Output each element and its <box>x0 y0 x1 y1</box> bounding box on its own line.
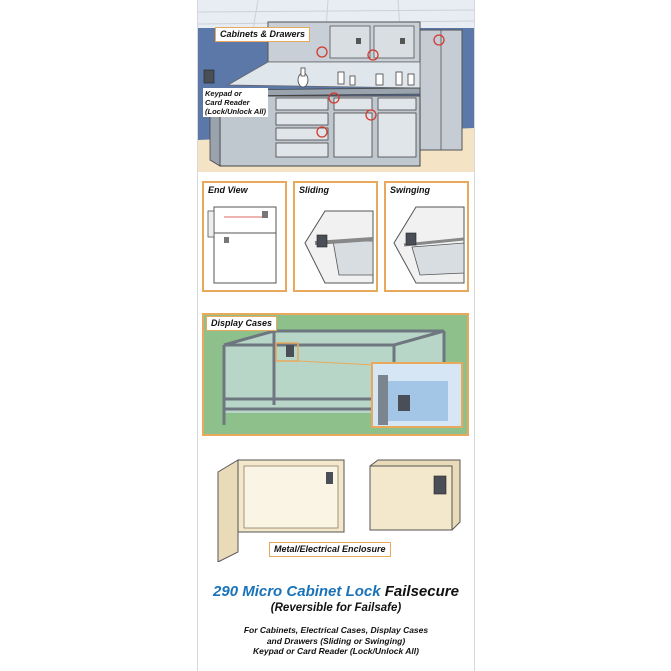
sliding-view-box <box>293 181 378 292</box>
cabinets-drawers-label: Cabinets & Drawers <box>215 27 310 42</box>
product-sheet <box>197 0 475 671</box>
end-view-box <box>202 181 287 292</box>
swinging-label: Swinging <box>390 185 430 195</box>
product-subtitle: (Reversible for Failsafe) <box>270 602 402 614</box>
product-name: Micro Cabinet Lock <box>242 583 381 600</box>
product-description: For Cabinets, Electrical Cases, Display Cases and Drawers (Sliding or Swinging) Keypad or Card Reader (Lock/Unlock All) <box>243 625 429 656</box>
product-number: 290 <box>213 583 239 600</box>
keypad-label: Keypad or Card Reader (Lock/Unlock All) <box>205 89 266 116</box>
cabinet-scene <box>198 0 474 172</box>
swinging-view-box <box>384 181 469 292</box>
product-title <box>198 583 474 600</box>
enclosure-label: Metal/Electrical Enclosure <box>269 542 391 557</box>
product-mode: Failsecure <box>384 583 459 600</box>
sliding-label: Sliding <box>299 185 329 195</box>
display-cases-label: Display Cases <box>206 316 277 331</box>
end-view-label: End View <box>208 185 248 195</box>
display-cases-box <box>202 313 469 436</box>
